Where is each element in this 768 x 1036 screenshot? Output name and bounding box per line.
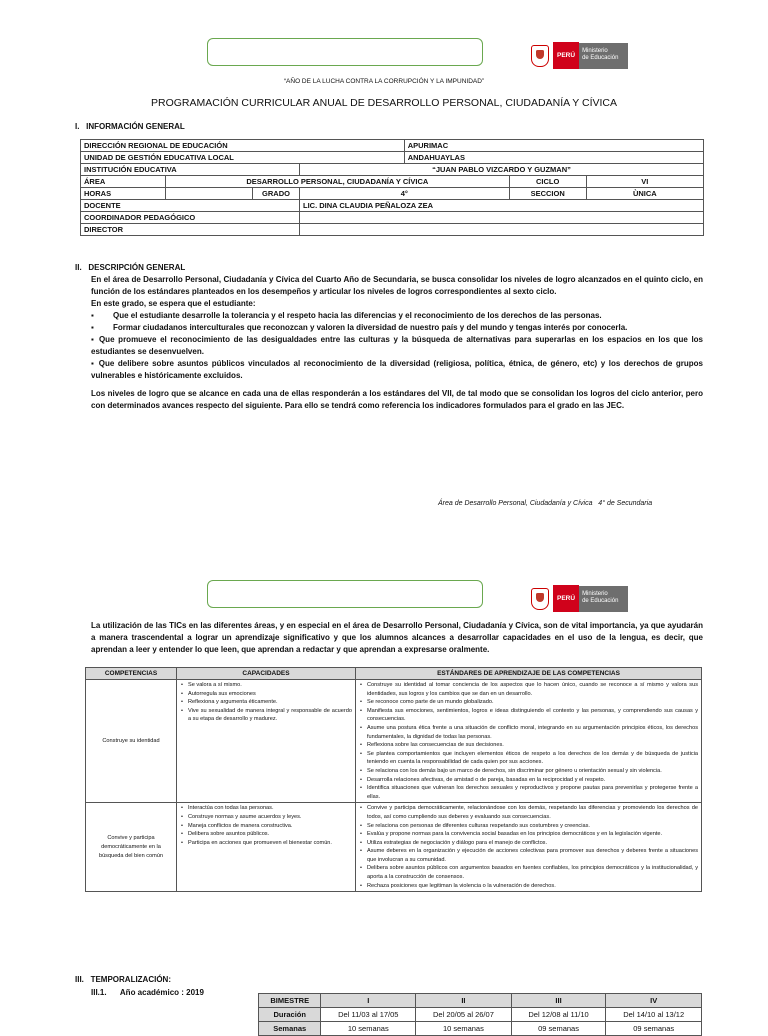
area-value: DESARROLLO PERSONAL, CIUDADANÍA Y CÍVICA — [166, 176, 510, 188]
list-item: • Utiliza estrategias de negociación y diálogo para el manejo de conflictos. — [367, 839, 698, 848]
table-row — [86, 680, 702, 803]
table-cell: 09 semanas — [606, 1022, 702, 1036]
list-item: • Participa en acciones que promueven el bienestar común. — [188, 839, 352, 848]
list-item: • Vive su sexualidad de manera integral y responsable de acuerdo a su etapa de desarrollo y madurez. — [188, 707, 352, 724]
col-i: I — [321, 994, 416, 1008]
desc-bullet-3: ▪ Que promueve el reconocimiento de las desigualdades entre las culturas y la búsqueda de alternativas para superarlas en los espacios en los que los estudiantes se desenvuelven. — [91, 335, 704, 356]
list-item: • Construye normas y asume acuerdos y leyes. — [188, 813, 352, 822]
list-item: • Se relaciona con personas de diferentes culturas respetando sus costumbres y creencias. — [367, 822, 698, 831]
academic-year: III.1. Año académico : 2019 — [91, 988, 204, 997]
ciclo-value: VI — [586, 176, 703, 188]
minedu-logo-2 — [531, 585, 628, 612]
header-box — [207, 38, 483, 66]
director-label: DIRECTOR — [81, 224, 300, 236]
horas-value — [166, 188, 253, 200]
competencia-name: Convive y participa democráticamente en la búsqueda del bien común — [86, 803, 177, 892]
ciclo-label: CICLO — [509, 176, 586, 188]
col-capacidades: CAPACIDADES — [177, 668, 356, 680]
desc-bullet-2: ▪ Formar ciudadanos interculturales que reconozcan y valoren la diversidad de nuestro país y del mundo y tengas interés por conocerla. — [91, 323, 628, 332]
ie-label: INSTITUCIÓN EDUCATIVA — [81, 164, 300, 176]
list-item: • Reflexiona sobre las consecuencias de sus decisiones. — [367, 741, 698, 750]
logo-country: PERÚ — [553, 42, 579, 69]
minedu-logo — [531, 42, 628, 69]
list-item: • Desarrolla relaciones afectivas, de amistad o de pareja, basadas en la reciprocidad y el respeto. — [367, 776, 698, 785]
horas-label: HORAS — [81, 188, 166, 200]
list-item: • Manifiesta sus emociones, sentimientos, logros e ideas distinguiendo el contexto y las personas, y comprendiendo sus causas y consecuencias. — [367, 707, 698, 724]
general-info-table — [80, 139, 704, 236]
col-iv: IV — [606, 994, 702, 1008]
list-item: • Delibera sobre asuntos públicos con argumentos basados en fuentes confiables, los principios democráticos y la institucionalidad, y aporta a la construcción de consensos. — [367, 864, 698, 881]
list-item: • Se relaciona con los demás bajo un marco de derechos, sin discriminar por género u orientación sexual y sin violencia. — [367, 767, 698, 776]
list-item: • Construye su identidad al tomar conciencia de los aspectos que lo hacen único, cuando se reconoce a sí mismo y valora sus identidades, sus logros y los cambios que se dan en un desarrollo. — [367, 681, 698, 698]
list-item: • Se reconoce como parte de un mundo globalizado. — [367, 698, 698, 707]
coat-of-arms-icon — [531, 45, 549, 67]
list-item: • Se plantea comportamientos que incluyen elementos éticos de respeto a los derechos de los demás y de búsqueda de justicia teniendo en cuenta la responsabilidad de cada quien por sus acciones. — [367, 750, 698, 767]
list-item: • Autorregula sus emociones — [188, 690, 352, 699]
list-item: • Maneja conflictos de manera constructiva. — [188, 822, 352, 831]
table-cell: 09 semanas — [511, 1022, 606, 1036]
list-item: • Delibera sobre asuntos públicos. — [188, 830, 352, 839]
logo-ministry: Ministerio de Educación — [579, 43, 628, 69]
section-1-heading: I. INFORMACIÓN GENERAL — [75, 122, 185, 131]
list-item: • Asume una postura ética frente a una situación de conflicto moral, integrando en su argumentación principios éticos, los derechos fundamentales, la dignidad de todas las personas. — [367, 724, 698, 741]
list-item: • Se valora a sí mismo. — [188, 681, 352, 690]
year-motto: “AÑO DE LA LUCHA CONTRA LA CORRUPCIÓN Y LA IMPUNIDAD” — [283, 78, 485, 85]
list-item: • Evalúa y propone normas para la convivencia social basadas en los principios democráticos y en la legislación vigente. — [367, 830, 698, 839]
duracion-label: Duración — [259, 1008, 321, 1022]
table-cell: 10 semanas — [416, 1022, 512, 1036]
dre-label: DIRECCIÓN REGIONAL DE EDUCACIÓN — [81, 140, 405, 152]
desc-bullet-4: ▪ Que delibere sobre asuntos públicos vinculados al reconocimiento de la diversidad (religiosa, política, étnica, de género, etc) y los derechos de grupos vulnerables e históricamente excluidos. — [91, 359, 704, 380]
list-item: • Interactúa con todas las personas. — [188, 804, 352, 813]
grado-value: 4° — [300, 188, 510, 200]
table-cell: 10 semanas — [321, 1022, 416, 1036]
docente-label: DOCENTE — [81, 200, 300, 212]
table-cell: Del 12/08 al 11/10 — [511, 1008, 606, 1022]
description-block — [91, 274, 703, 412]
header-box-2 — [207, 580, 483, 608]
col-competencias: COMPETENCIAS — [86, 668, 177, 680]
desc-paragraph-1: En el área de Desarrollo Personal, Ciudadanía y Cívica del Cuarto Año de Secundaria, se busca consolidar los niveles de logro alcanzados en el quinto ciclo, en función de los estándares planteados en los desempeños y articular los niveles de logros correspondientes al sexto ciclo. — [91, 275, 703, 296]
ugel-value: ANDAHUAYLAS — [404, 152, 703, 164]
col-estandares: ESTÁNDARES DE APRENDIZAJE DE LAS COMPETENCIAS — [356, 668, 702, 680]
list-item: • Asume deberes en la organización y ejecución de acciones colectivas para promover sus derechos y deberes frente a situaciones que involucran a su comunidad. — [367, 847, 698, 864]
semanas-label: Semanas — [259, 1022, 321, 1036]
col-ii: II — [416, 994, 512, 1008]
table-cell: Del 11/03 al 17/05 — [321, 1008, 416, 1022]
ie-value: “JUAN PABLO VIZCARDO Y GUZMAN” — [300, 164, 704, 176]
competencia-name: Construye su identidad — [86, 680, 177, 803]
table-row — [259, 1008, 702, 1022]
desc-paragraph-3: Los niveles de logro que se alcance en cada una de ellas responderán a los estándares del VII, de tal modo que se consolidan los logros del ciclo anterior, pero con determinados avances respecto del siguiente. Para ello se tendrá como referencia los indicadores formulados para el grado en las JEC. — [91, 389, 703, 410]
coordinador-label: COORDINADOR PEDAGÓGICO — [81, 212, 300, 224]
table-cell: Del 20/05 al 26/07 — [416, 1008, 512, 1022]
col-bimestre: BIMESTRE — [259, 994, 321, 1008]
coordinador-value — [300, 212, 704, 224]
section-2-heading: II. DESCRIPCIÓN GENERAL — [75, 263, 186, 272]
logo-country: PERÚ — [553, 585, 579, 612]
list-item: • Rechaza posiciones que legitiman la violencia o la vulneración de derechos. — [367, 882, 698, 891]
grado-label: GRADO — [253, 188, 300, 200]
ugel-label: UNIDAD DE GESTIÓN EDUCATIVA LOCAL — [81, 152, 405, 164]
desc-paragraph-2: En este grado, se espera que el estudiante: — [91, 299, 256, 308]
competencias-table — [85, 667, 702, 892]
list-item: • Reflexiona y argumenta éticamente. — [188, 698, 352, 707]
temporalizacion-table — [258, 993, 702, 1036]
desc-bullet-1: ▪ Que el estudiante desarrolle la tolerancia y el respeto hacia las diferencias y el reconocimiento de los derechos de las personas. — [91, 311, 602, 320]
tics-paragraph: La utilización de las TICs en las diferentes áreas, y en especial en el área de Desarrollo Personal, Ciudadanía y Cívica, son de vital importancia, ya que ayudarán a manera trascendental a lograr un aprendizaje significativo y que los alumnos alcances a desarrollar capacidades en el uso de la lengua, es decir, que aprendan a leer y entender lo que leen, que aprendan a redactar y que aprendan a expresarse oralmente. — [91, 621, 703, 654]
seccion-value: ÙNICA — [586, 188, 703, 200]
list-item: • Convive y participa democráticamente, relacionándose con los demás, respetando las diferencias y promoviendo los derechos de todos, así como cumpliendo sus deberes y evaluando sus consecuencias. — [367, 804, 698, 821]
docente-value: LIC. DINA CLAUDIA PEÑALOZA ZEA — [300, 200, 704, 212]
coat-of-arms-icon — [531, 588, 549, 610]
list-item: • Identifica situaciones que vulneran los derechos sexuales y reproductivos y propone pautas para prevenirlas y protegerse frente a ellas. — [367, 784, 698, 801]
page-title: PROGRAMACIÓN CURRICULAR ANUAL DE DESARROLLO PERSONAL, CIUDADANÍA Y CÍVICA — [151, 97, 617, 109]
col-iii: III — [511, 994, 606, 1008]
section-3-heading: III. TEMPORALIZACIÓN: — [75, 975, 171, 984]
director-value — [300, 224, 704, 236]
dre-value: APURIMAC — [404, 140, 703, 152]
area-label: ÁREA — [81, 176, 166, 188]
logo-ministry: Ministerio de Educación — [579, 586, 628, 612]
area-signature: Área de Desarrollo Personal, Ciudadanía y Cívica 4° de Secundaria — [438, 500, 653, 507]
table-row — [86, 803, 702, 892]
seccion-label: SECCION — [509, 188, 586, 200]
table-cell: Del 14/10 al 13/12 — [606, 1008, 702, 1022]
